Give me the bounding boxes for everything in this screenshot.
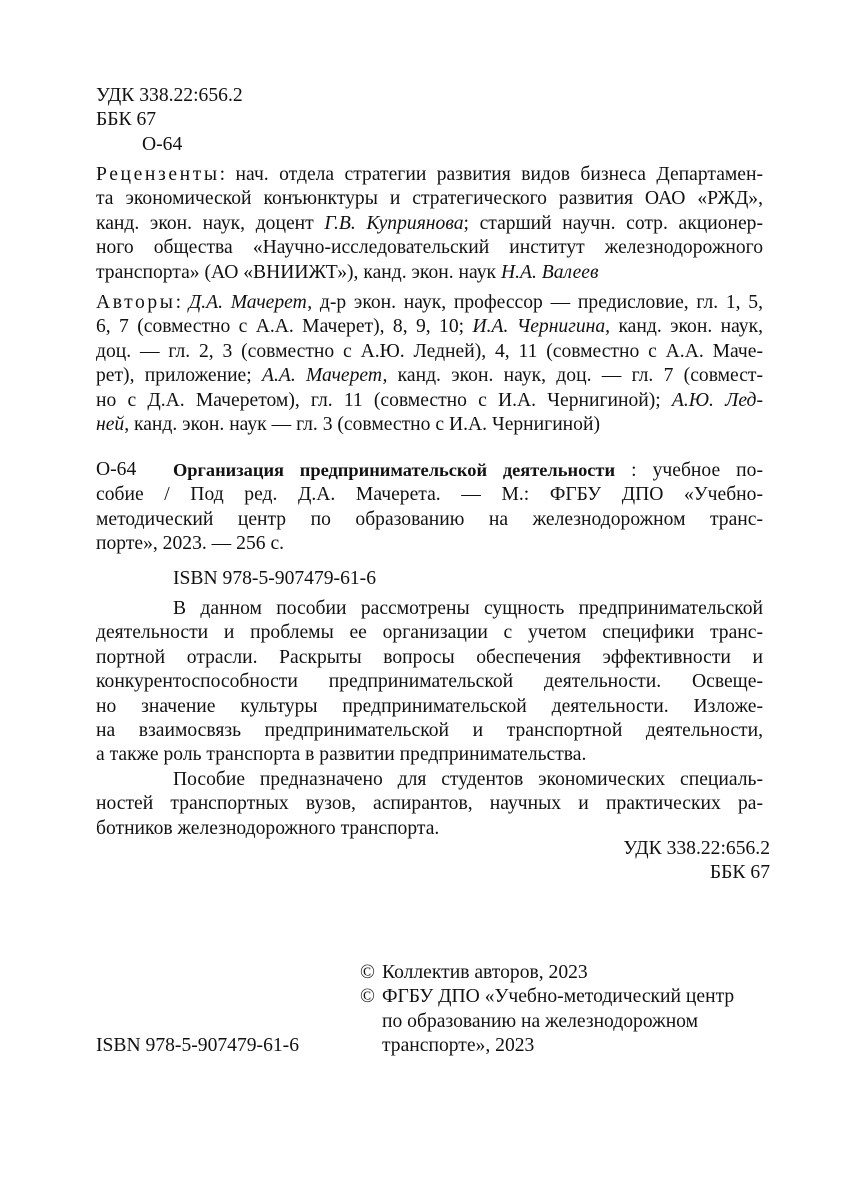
author-name: И.А. Чернигина,	[472, 316, 611, 338]
abstract-line: на взаимосвязь предпринимательской и транспортной деятельности,	[96, 720, 763, 742]
copyright-line: по образованию на железнодорожном	[382, 1010, 699, 1032]
bib-line: порте», 2023. — 256 с.	[96, 533, 285, 555]
copyright-line: © ФГБУ ДПО «Учебно-методический центр	[360, 985, 734, 1009]
author-name: Д.А. Мачерет,	[188, 292, 313, 313]
footer-classification	[623, 837, 770, 886]
classification-header	[96, 84, 243, 157]
bbk-code: ББК 67	[709, 862, 770, 884]
authors-line: ней, канд. экон. наук — гл. 3 (совместно с И.А. Чернигиной)	[96, 414, 600, 436]
author-name: ней	[96, 414, 125, 436]
footer-isbn: ISBN 978-5-907479-61-6	[96, 1035, 299, 1056]
isbn-record: ISBN 978-5-907479-61-6	[173, 568, 376, 589]
udk-code: УДК 338.22:656.2	[96, 85, 243, 106]
abstract-line: но значение культуры предпринимательской деятельности. Изложе-	[96, 695, 763, 717]
reviewers-line: канд. экон. наук, доцент Г.В. Куприянова; старший научн. сотр. акционер-	[96, 212, 763, 234]
abstract-line: ботников железнодорожного транспорта.	[96, 817, 440, 839]
authors-section	[96, 291, 763, 437]
reviewers-label: Рецензенты	[96, 164, 220, 185]
reviewers-line: та экономической конъюнктуры и стратегического развития ОАО «РЖД»,	[96, 188, 763, 210]
copyright-line: © Коллектив авторов, 2023	[360, 961, 734, 985]
abstract-line: портной отрасли. Раскрыты вопросы обеспечения эффективности и	[96, 646, 763, 668]
book-title: Организация предпринимательской деятельности	[173, 460, 616, 480]
copyright-block	[360, 961, 734, 1059]
reviewers-line: Рецензенты: нач. отдела стратегии развития видов бизнеса Департамен-	[96, 164, 763, 185]
abstract-line: В данном пособии рассмотрены сущность предпринимательской	[173, 598, 763, 619]
copyright-line: транспорте», 2023	[382, 1035, 535, 1057]
copyright-symbol: ©	[360, 986, 375, 1008]
abstract-line: Пособие предназначено для студентов экономических специаль-	[173, 768, 763, 790]
bib-line: Организация предпринимательской деятельности : учебное по-	[173, 460, 763, 481]
reviewer-name: Н.А. Валеев	[500, 261, 599, 283]
abstract-line: ностей транспортных вузов, аспирантов, научных и практических ра-	[96, 793, 763, 815]
author-name: А.Ю. Лед-	[671, 389, 763, 411]
authors-line: но с Д.А. Мачеретом), гл. 11 (совместно с И.А. Чернигиной); А.Ю. Лед-	[96, 389, 763, 411]
reviewers-line: транспорта» (АО «ВНИИЖТ»), канд. экон. наук Н.А. Валеев	[96, 261, 599, 283]
bib-line: методический центр по образованию на железнодорожном транс-	[96, 508, 763, 530]
bib-mark: О-64	[96, 459, 137, 480]
reviewers-section	[96, 163, 763, 285]
abstract-line: деятельности и проблемы ее организации с учетом специфики транс-	[96, 622, 763, 644]
author-name: А.А. Мачерет,	[261, 365, 388, 387]
authors-label: Авторы	[96, 292, 176, 313]
bib-line: собие / Под ред. Д.А. Мачерета. — М.: ФГБУ ДПО «Учебно-	[96, 484, 763, 506]
abstract-line: конкурентоспособности предпринимательской деятельности. Освеще-	[96, 671, 763, 693]
authors-line: доц. — гл. 2, 3 (совместно с А.Ю. Ледней), 4, 11 (совместно с А.А. Маче-	[96, 340, 763, 362]
abstract-line: а также роль транспорта в развитии предпринимательства.	[96, 744, 587, 766]
udk-code: УДК 338.22:656.2	[623, 838, 770, 859]
reviewer-name: Г.В. Куприянова	[324, 212, 464, 234]
authors-line: Авторы: Д.А. Мачерет, д-р экон. наук, профессор — предисловие, гл. 1, 5,	[96, 292, 764, 313]
abstract-section	[96, 597, 763, 841]
authors-line: 6, 7 (совместно с А.А. Мачерет), 8, 9, 10; И.А. Чернигина, канд. экон. наук,	[96, 316, 763, 338]
author-mark: О-64	[142, 133, 183, 155]
reviewers-line: ного общества «Научно-исследовательский институт железнодорожного	[96, 237, 763, 259]
copyright-symbol: ©	[360, 962, 375, 983]
authors-line: рет), приложение; А.А. Мачерет, канд. экон. наук, доц. — гл. 7 (совмест-	[96, 365, 763, 387]
bbk-code: ББК 67	[96, 109, 157, 131]
